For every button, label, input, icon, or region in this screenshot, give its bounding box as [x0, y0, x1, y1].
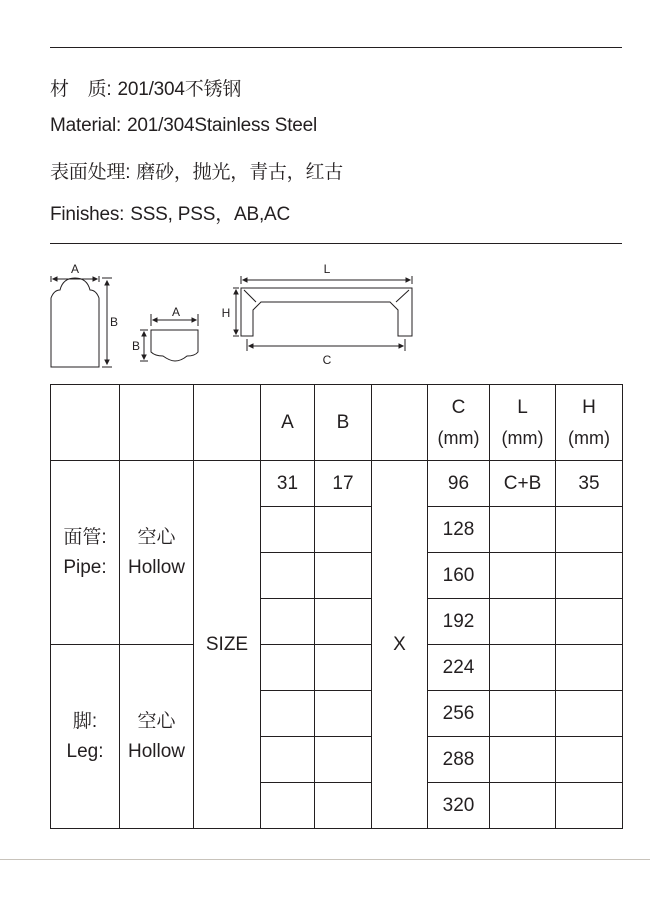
leg-type-cell	[120, 645, 194, 829]
pipe-dim-a: A	[70, 262, 80, 276]
header-empty-2	[120, 385, 194, 461]
handle-side-drawing	[233, 276, 412, 351]
a-empty-cell	[261, 553, 315, 599]
h-empty-cell	[556, 507, 623, 553]
pipe-label-cell	[51, 461, 120, 645]
l-empty-cell	[490, 691, 556, 737]
leg-profile-drawing	[140, 314, 198, 361]
x-label-cell: X	[372, 461, 428, 829]
table-row	[51, 461, 623, 507]
header-a: A	[261, 385, 315, 461]
c-value-cell: 128	[428, 507, 490, 553]
handle-dim-l: L	[323, 262, 331, 276]
header-empty-3	[194, 385, 261, 461]
l-empty-cell	[490, 599, 556, 645]
l-empty-cell	[490, 507, 556, 553]
header-empty-1	[51, 385, 120, 461]
a-empty-cell	[261, 737, 315, 783]
h-empty-cell	[556, 737, 623, 783]
material-en-label: Material:	[50, 115, 122, 136]
a-value-cell: 31	[261, 461, 315, 507]
h-empty-cell	[556, 783, 623, 829]
c-value-cell: 288	[428, 737, 490, 783]
l-empty-cell	[490, 783, 556, 829]
header-l-unit: (mm)	[501, 427, 544, 448]
h-empty-cell	[556, 645, 623, 691]
c-value-cell: 160	[428, 553, 490, 599]
profile-diagrams	[0, 0, 650, 384]
a-empty-cell	[261, 783, 315, 829]
b-empty-cell	[315, 507, 372, 553]
c-value-cell: 224	[428, 645, 490, 691]
c-value-cell: 256	[428, 691, 490, 737]
header-empty-x	[372, 385, 428, 461]
size-table	[50, 384, 623, 829]
h-empty-cell	[556, 553, 623, 599]
material-en-value: 201/304Stainless Steel	[127, 115, 318, 136]
c-value-cell: 320	[428, 783, 490, 829]
b-empty-cell	[315, 783, 372, 829]
c-value-cell: 96	[428, 461, 490, 507]
l-empty-cell	[490, 737, 556, 783]
b-empty-cell	[315, 691, 372, 737]
pipe-label-cn: 面管:	[63, 526, 107, 548]
header-h	[556, 385, 623, 461]
l-empty-cell	[490, 645, 556, 691]
table-row	[51, 645, 623, 691]
pipe-type-en: Hollow	[127, 556, 186, 578]
leg-type-cn: 空心	[137, 710, 176, 732]
h-value-cell: 35	[556, 461, 623, 507]
l-value-cell: C+B	[490, 461, 556, 507]
size-label-cell: SIZE	[194, 461, 261, 829]
finish-cn-label: 表面处理:	[50, 162, 131, 183]
finish-en-label: Finishes:	[50, 204, 125, 225]
handle-dim-h: H	[221, 306, 231, 320]
a-empty-cell	[261, 599, 315, 645]
header-c-label: C	[451, 396, 466, 418]
leg-dim-a: A	[171, 305, 181, 319]
h-empty-cell	[556, 599, 623, 645]
leg-label-en: Leg:	[66, 740, 104, 762]
finish-en-value: SSS, PSS，AB,AC	[130, 204, 291, 225]
l-empty-cell	[490, 553, 556, 599]
material-cn-value: 201/304不锈钢	[117, 79, 242, 100]
b-empty-cell	[315, 645, 372, 691]
leg-label-cell	[51, 645, 120, 829]
pipe-dim-b: B	[109, 315, 119, 329]
pipe-type-cell	[120, 461, 194, 645]
header-l	[490, 385, 556, 461]
header-c-unit: (mm)	[437, 427, 480, 448]
a-empty-cell	[261, 691, 315, 737]
c-value-cell: 192	[428, 599, 490, 645]
header-b: B	[315, 385, 372, 461]
h-empty-cell	[556, 691, 623, 737]
table-header-row	[51, 385, 623, 461]
finish-cn-value: 磨砂，抛光，青古，红古	[136, 162, 344, 183]
pipe-type-cn: 空心	[137, 526, 176, 548]
bottom-rule	[0, 859, 650, 860]
pipe-label-en: Pipe:	[63, 556, 107, 578]
b-empty-cell	[315, 599, 372, 645]
handle-dim-c: C	[322, 353, 332, 367]
leg-label-cn: 脚:	[72, 710, 98, 732]
leg-type-en: Hollow	[127, 740, 186, 762]
header-l-label: L	[517, 396, 528, 418]
b-value-cell: 17	[315, 461, 372, 507]
header-h-label: H	[582, 396, 596, 418]
a-empty-cell	[261, 507, 315, 553]
a-empty-cell	[261, 645, 315, 691]
b-empty-cell	[315, 737, 372, 783]
pipe-profile-drawing	[51, 276, 112, 367]
header-h-unit: (mm)	[568, 427, 610, 448]
material-cn-label: 材 质:	[50, 79, 112, 100]
b-empty-cell	[315, 553, 372, 599]
header-c	[428, 385, 490, 461]
leg-dim-b: B	[131, 339, 141, 353]
